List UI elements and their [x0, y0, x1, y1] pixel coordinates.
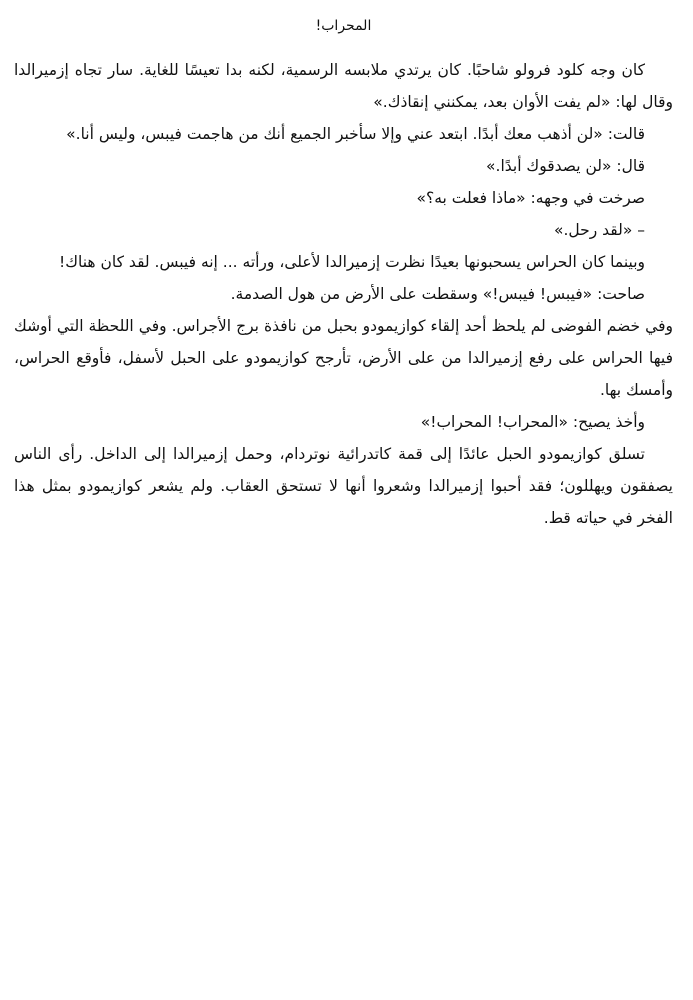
- paragraph-3: قال: «لن يصدقوك أبدًا.»: [486, 157, 645, 175]
- paragraph-2: قالت: «لن أذهب معك أبدًا. ابتعد عني وإلا سأخبر الجميع أنك من هاجمت فيبس، وليس أنا.»: [66, 125, 645, 143]
- paragraph-1: كان وجه كلود فرولو شاحبًا. كان يرتدي ملابسه الرسمية، لكنه بدا تعيسًا للغاية. سار تجاه إزميرالدا وقال لها: «لم يفت الأوان بعد، يمكنني إنقاذك.»: [14, 61, 673, 111]
- page-title: المحراب!: [315, 18, 372, 34]
- paragraph-5: – «لقد رحل.»: [553, 221, 645, 239]
- story-text: [14, 54, 673, 534]
- paragraph-4: صرخت في وجهه: «ماذا فعلت به؟»: [416, 189, 645, 207]
- paragraph-10: تسلق كوازيمودو الحبل عائدًا إلى قمة كاتدرائية نوتردام، وحمل إزميرالدا إلى الداخل. رأى الناس يصفقون ويهللون؛ فقد أحبوا إزميرالدا وشعروا أنها لا تستحق العقاب. ولم يشعر كوازيمودو بمثل هذا الفخر في حياته قط.: [14, 445, 673, 527]
- paragraph-7: صاحت: «فيبس! فيبس!» وسقطت على الأرض من هول الصدمة.: [230, 285, 645, 303]
- paragraph-8: وفي خضم الفوضى لم يلحظ أحد إلقاء كوازيمودو بحبل من نافذة برج الأجراس. وفي اللحظة التي أوشك فيها الحراس على رفع إزميرالدا من على الأرض، تأرجح كوازيمودو على الحبل لأسفل، فأوقع الحراس، وأمسك بها.: [14, 317, 673, 399]
- paragraph-9: وأخذ يصيح: «المحراب! المحراب!»: [420, 413, 645, 431]
- paragraph-6: وبينما كان الحراس يسحبونها بعيدًا نظرت إزميرالدا لأعلى، ورأته ... إنه فيبس. لقد كان هناك!: [59, 253, 645, 271]
